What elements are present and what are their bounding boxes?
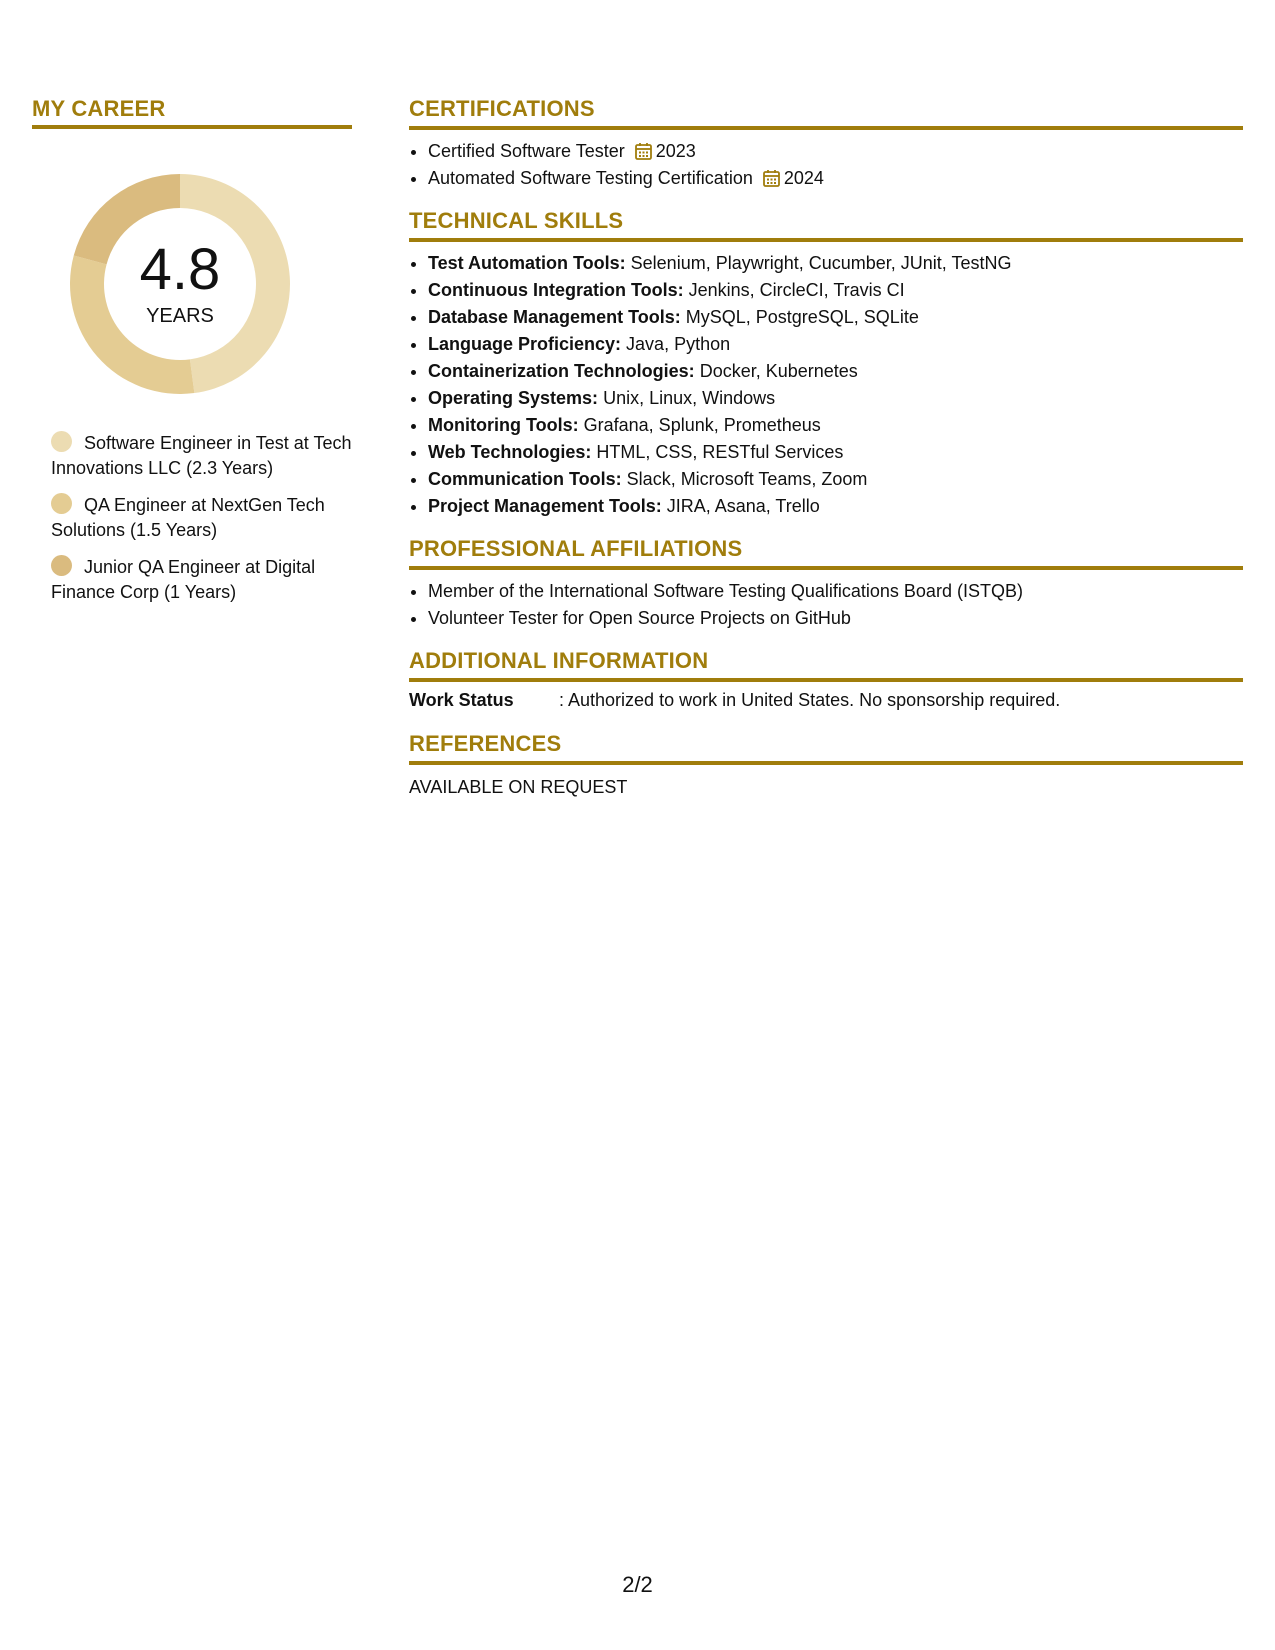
certification-name: Automated Software Testing Certification — [428, 168, 753, 188]
skill-label: Test Automation Tools: — [428, 253, 626, 273]
legend-dot-1 — [51, 431, 72, 452]
skill-label: Project Management Tools: — [428, 496, 662, 516]
work-status-label: Work Status — [409, 690, 514, 710]
legend-label: Software Engineer in Test at Tech Innovations LLC (2.3 Years) — [51, 433, 352, 478]
skill-label: Communication Tools: — [428, 469, 622, 489]
list-item — [428, 439, 1243, 466]
certification-year: 2023 — [655, 141, 696, 161]
skill-value: Unix, Linux, Windows — [598, 388, 776, 408]
list-item — [428, 277, 1243, 304]
certifications-heading: CERTIFICATIONS — [409, 96, 1243, 130]
career-legend — [51, 431, 352, 605]
legend-dot-2 — [51, 493, 72, 514]
list-item — [428, 250, 1243, 277]
certifications-list — [409, 138, 1243, 192]
skill-value: HTML, CSS, RESTful Services — [591, 442, 844, 462]
skill-value: Grafana, Splunk, Prometheus — [578, 415, 821, 435]
list-item — [428, 138, 1243, 165]
list-item — [428, 358, 1243, 385]
skill-label: Operating Systems: — [428, 388, 599, 408]
certification-year: 2024 — [783, 168, 824, 188]
list-item — [428, 304, 1243, 331]
technical-skills-heading: TECHNICAL SKILLS — [409, 208, 1243, 242]
list-item — [428, 412, 1243, 439]
list-item — [428, 165, 1243, 192]
legend-label: QA Engineer at NextGen Tech Solutions (1.5 Years) — [51, 495, 325, 540]
list-item — [428, 385, 1243, 412]
skill-label: Continuous Integration Tools: — [428, 280, 684, 300]
total-years-value: 4.8 — [139, 236, 221, 302]
list-item — [428, 466, 1243, 493]
career-column — [32, 96, 352, 617]
skill-label: Web Technologies: — [428, 442, 592, 462]
work-status-value: : Authorized to work in United States. No sponsorship required. — [559, 690, 1061, 710]
page-number: 2/2 — [622, 1572, 653, 1597]
total-years-unit: YEARS — [146, 304, 214, 327]
skill-value: Java, Python — [621, 334, 731, 354]
skill-value: Selenium, Playwright, Cucumber, JUnit, TestNG — [625, 253, 1012, 273]
calendar-icon — [635, 142, 652, 160]
skill-value: MySQL, PostgreSQL, SQLite — [680, 307, 919, 327]
list-item: • Volunteer Tester for Open Source Projects on GitHub — [428, 605, 1243, 632]
references-text: AVAILABLE ON REQUEST — [409, 777, 628, 797]
career-heading: MY CAREER — [32, 96, 352, 129]
list-item — [428, 331, 1243, 358]
work-status-row — [409, 690, 1243, 711]
donut-center — [65, 169, 295, 399]
references-heading: REFERENCES — [409, 731, 1243, 765]
affiliations-list — [409, 578, 1243, 632]
career-donut-chart — [65, 169, 295, 399]
legend-item — [51, 431, 352, 481]
skill-label: Database Management Tools: — [428, 307, 681, 327]
legend-label: Junior QA Engineer at Digital Finance Corp (1 Years) — [51, 557, 316, 602]
calendar-icon — [763, 169, 780, 187]
legend-item — [51, 493, 352, 543]
skill-label: Containerization Technologies: — [428, 361, 695, 381]
additional-info-heading: ADDITIONAL INFORMATION — [409, 648, 1243, 682]
skill-value: Slack, Microsoft Teams, Zoom — [621, 469, 868, 489]
details-column — [409, 96, 1243, 798]
legend-item — [51, 555, 352, 605]
list-item: • Member of the International Software Testing Qualifications Board (ISTQB) — [428, 578, 1243, 605]
affiliations-heading: PROFESSIONAL AFFILIATIONS — [409, 536, 1243, 570]
skill-value: Docker, Kubernetes — [694, 361, 858, 381]
skill-label: Language Proficiency: — [428, 334, 622, 354]
certification-name: Certified Software Tester — [428, 141, 625, 161]
legend-dot-3 — [51, 555, 72, 576]
skill-value: Jenkins, CircleCI, Travis CI — [683, 280, 905, 300]
skills-list — [409, 250, 1243, 520]
skill-label: Monitoring Tools: — [428, 415, 579, 435]
skill-value: JIRA, Asana, Trello — [661, 496, 820, 516]
list-item — [428, 493, 1243, 520]
